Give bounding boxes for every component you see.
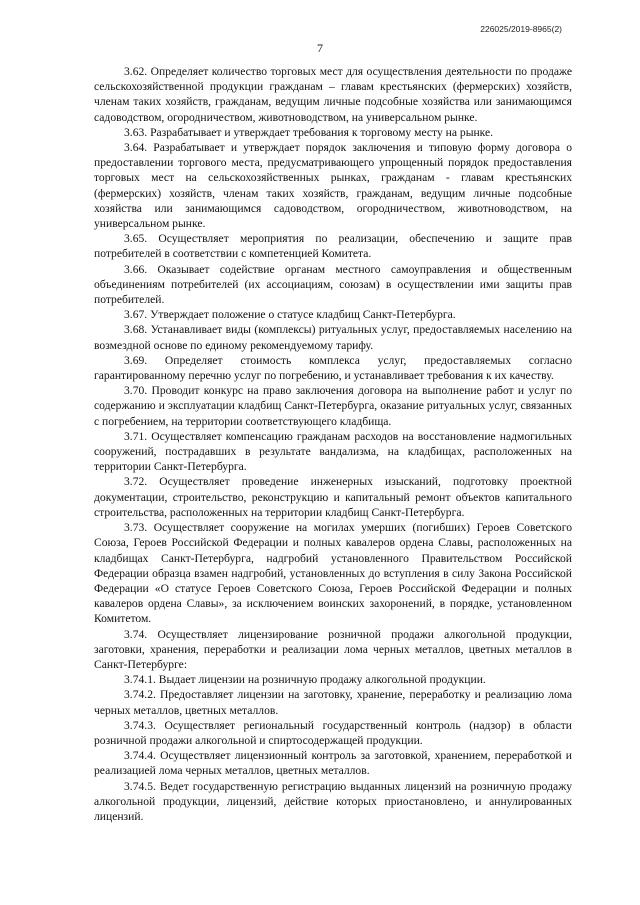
document-body (94, 64, 572, 824)
paragraph-3-71: 3.71. Осуществляет компенсацию гражданам расходов на восстановление надмогильных сооружений, пострадавших в результате вандализма, на кладбищах, расположенных на территории Санкт-Петербурга. (94, 429, 572, 474)
page-number: 7 (317, 41, 323, 55)
paragraph-3-74-2: 3.74.2. Предоставляет лицензии на заготовку, хранение, переработку и реализацию лома черных металлов, цветных металлов. (94, 688, 572, 717)
paragraph-3-72: 3.72. Осуществляет проведение инженерных изысканий, подготовку проектной документации, строительство, реконструкцию и капитальный ремонт объектов капитального строительства, расположенных на территории кладбищ Санкт-Петербурга. (94, 475, 572, 519)
document-number: 226025/2019-8965(2) (480, 24, 562, 34)
paragraph-3-74: 3.74. Осуществляет лицензирование розничной продажи алкогольной продукции, заготовки, хранения, переработки и реализации лома черных металлов, цветных металлов в Санкт-Петербурге: (94, 627, 572, 671)
paragraph-3-70: 3.70. Проводит конкурс на право заключения договора на выполнение работ и услуг по содержанию и эксплуатации кладбищ Санкт-Петербурга, оказание ритуальных услуг, связанных с погребением, на территории соответствующего кладбища. (94, 384, 572, 428)
paragraph-3-67: 3.67. Утверждает положение о статусе кладбищ Санкт-Петербурга. (124, 308, 456, 322)
paragraph-3-63: 3.63. Разрабатывает и утверждает требования к торговому месту на рынке. (124, 125, 494, 139)
paragraph-3-68: 3.68. Устанавливает виды (комплексы) ритуальных услуг, предоставляемых населению на возмездной основе по единому рекомендуемому тарифу. (94, 323, 572, 352)
paragraph-3-74-5: 3.74.5. Ведет государственную регистрацию выданных лицензий на розничную продажу алкогольной продукции, лицензий, действие которых приостановлено, и аннулированных лицензий. (94, 779, 572, 823)
paragraph-3-65: 3.65. Осуществляет мероприятия по реализации, обеспечению и защите прав потребителей в соответствии с компетенцией Комитета. (94, 232, 572, 261)
paragraph-3-74-3: 3.74.3. Осуществляет региональный государственный контроль (надзор) в области розничной продажи алкогольной и спиртосодержащей продукции. (94, 718, 572, 747)
paragraph-3-74-4: 3.74.4. Осуществляет лицензионный контроль за заготовкой, хранением, переработкой и реализацией лома черных металлов, цветных металлов. (94, 749, 572, 778)
paragraph-3-74-1: 3.74.1. Выдает лицензии на розничную продажу алкогольной продукции. (124, 673, 486, 687)
paragraph-3-64: 3.64. Разрабатывает и утверждает порядок заключения и типовую форму договора о предоставлении торгового места, предусматривающего упрощенный порядок предоставления торговых мест на сельскохозяйственных рынках, гражданам - главам крестьянских (фермерских) хозяйств, членам таких хозяйств, гражданам, ведущим личные подсобные хозяйства или занимающимся садоводством, огородничеством, животноводством, на универсальном рынке. (94, 141, 572, 231)
paragraph-3-73: 3.73. Осуществляет сооружение на могилах умерших (погибших) Героев Советского Союза, Героев Российской Федерации и полных кавалеров ордена Славы, расположенных на кладбищах Санкт-Петербурга, надгробий установленного Правительством Российской Федерации образца взамен надгробий, установленных до вступления в силу Закона Российской Федерации «О статусе Героев Советского Союза, Героев Российской Федерации и полных кавалеров ордена Славы», за исключением воинских захоронений, в порядке, установленном Комитетом. (94, 521, 572, 626)
paragraph-3-62: 3.62. Определяет количество торговых мест для осуществления деятельности по продаже сельскохозяйственной продукции гражданам – главам крестьянских (фермерских) хозяйств, членам таких хозяйств, гражданам, ведущим личные подсобные хозяйства или занимающимся садоводством, огородничеством, животноводством, на универсальном рынке. (94, 65, 572, 124)
paragraph-3-69: 3.69. Определяет стоимость комплекса услуг, предоставляемых согласно гарантированному перечню услуг по погребению, и устанавливает требования к их качеству. (94, 353, 572, 383)
paragraph-3-66: 3.66. Оказывает содействие органам местного самоуправления и общественным объединениям потребителей (их ассоциациям, союзам) в осуществлении ими защиты прав потребителей. (94, 262, 572, 307)
